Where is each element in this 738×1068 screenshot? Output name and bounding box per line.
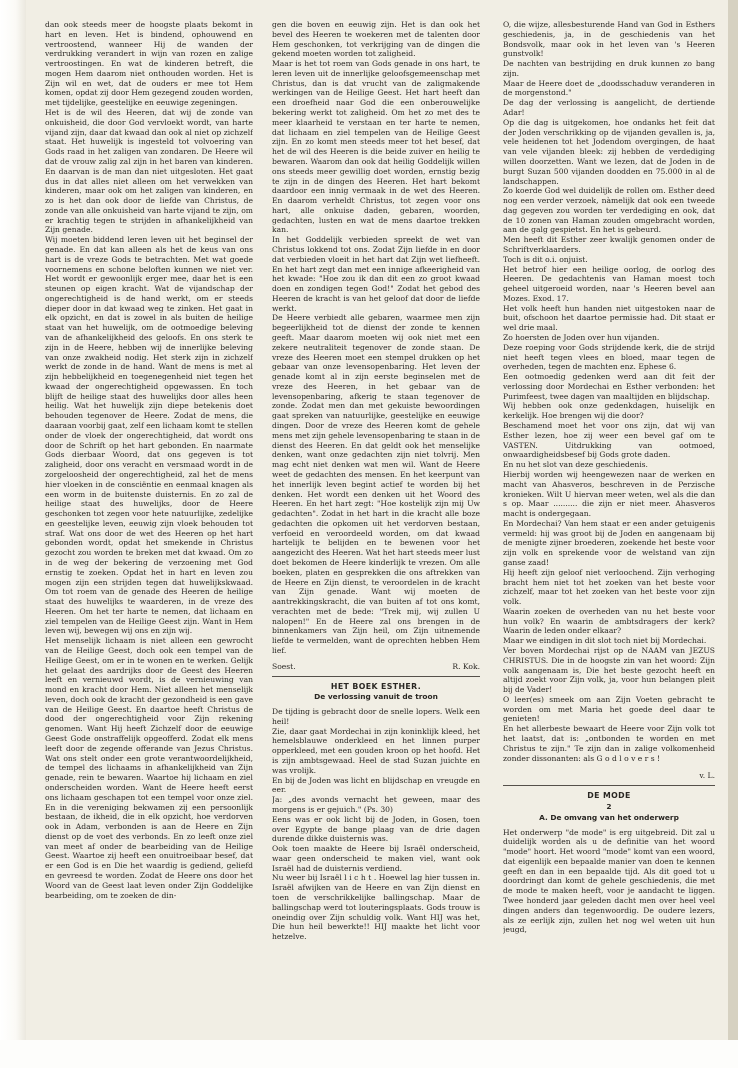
paragraph: Hierbij worden wij heengewezen naar de werken en macht van Ahasveros, beschreven in de Perzische kronieken. Wilt U hiervan meer weten, wel als die dan s op. Maar .......... die zijn er niet meer. Ahasveros macht is ondergegaan. [503,469,715,519]
paragraph: Het volk heeft hun handen niet uitgestoken naar de buit, ofschoon het daartoe permissie had. Dit staat er wel drie maal. [503,303,715,333]
paragraph: Ja: „des avonds vernacht het geween, maar des morgens is er gejuich." (Ps. 30) [272,795,480,814]
paragraph: Hij heeft zijn geloof niet verloochend. Zijn verhoging bracht hem niet tot het zoeken van het beste voor zichzelf, maar tot het zoeken van het beste voor zijn volk. [503,567,715,607]
article-signature: v. L. [699,771,715,781]
page-binding-margin [0,0,26,1068]
article-title: HET BOEK ESTHER. [330,681,422,691]
paragraph: Zo hoersten de Joden over hun vijanden. [503,333,660,342]
paragraph: Wij moeten biddend leren leven uit het beginsel der genade. En dat kan alleen als het de keus van ons hart is de vreze Gods te betrachten. Met wat goede voornemens en schone beloften kunnen we niet ver. Het wordt er gewoonlijk erger mee, daar het is een steunen op eigen kracht. Wat de vijandschap der ongerechtigheid is de hand werkt, om er steeds dieper door in dat kwaad weg te zinken. Het gaat in elk opzicht, en dat is zowel in als buiten de heilige staat van het huwelijk, om de ootmoedige beleving van de afhankelijkheid des geloofs. En ons sterk te zijn in de Heere, hebben wij de innerlijke beleving van onze zwakheid nodig. Het sterk zijn in zichzelf werkt de zonde in de hand. Want de mens is met al zijn hebbelijkheid en toegenegenheid niet tegen het kwaad der ongerechtigheid opgewassen. En toch blijft de heilige staat des huwelijks door alles heen heilig. Wat het huwelijk zijn diepe betekenis doet behouden tegenover de Heere. Zodat de mens, die daaraan voorbij gaat, zelf een lichaam komt te stellen onder de vloek der ongerechtigheid, dat wordt ons door de Schrift op het hart gebonden. En naarmate Gods dierbaar Woord, dat ons gegeven is tot zaligheid, door ons veracht en versmaad wordt in de zorgeloosheid der ongerechtigheid, zal het de mens hier vloeken in de consciëntie en eenmaal knagen als een worm in de buitenste duisternis. En zo zal de heilige staat des huwelijks, door de Heere geschonken tot zegen voor hete natuurlijke, zedelijke en geestelijke leven, eeuwig zijn vloek behouden tot straf. Wat ons door de wet des Heeren op het hart gebonden wordt, opdat het smekende in Christus gezocht zou worden te breken met dat kwaad. Om zo in de weg der bekering de verzoening met God ernstig te zoeken. Opdat het in hart en leven zou mogen zijn een strijden tegen dat huwelijkskwaad. Om tot roem van de genade des Heeren de heilige staat des huwelijks te waarderen, in de vreze des Heeren. Om het ter harte te nemen, dat lichaam en ziel tempelen van de Heilige Geest zijn. Want in Hem leven wij, bewegen wij ons en zijn wij. [45,235,253,636]
paragraph: Het menselijk lichaam is niet alleen een gewrocht van de Heilige Geest, doch ook een tempel van de Heilige Geest, om er in te wonen en te werken. Gelijk het gelaat des aardrijks door de Geest des Heeren leeft en vernieuwd wordt, is de vernieuwing van mond en kracht door Hem. Niet alleen het menselijk leven, doch ook de kracht der gezondheid is een gave van de Heilige Geest. En daartoe heeft Christus de dood der ongerechtigheid voor Zijn rekening genomen. Want Hij heeft Zichzelf door de eeuwige Geest Gode onstraffelijk opgeofferd. Zodat elk mens leeft door de zegende offerande van Jezus Christus. Wat ons stelt onder een grote verantwoordelijkheid, de tempel des lichaams in afhankelijkheid van Zijn genade, rein te bewaren. Waartoe hij lichaam en ziel onderscheiden worden. Want de Heere heeft eerst ons lichaam geschapen tot een tempel voor onze ziel. En in die vereniging bekwamen zij een persoonlijk bestaan, de ikheid, die in elk opzicht, hoe verdorven ook in Adam, verbonden is aan de Heere en Zijn dienst op de voet des verbonds. En zo leeft onze ziel van meet af onder de bearbeiding van de Heilige Geest. Waartoe zij heeft een onuitroeibaar besef, dat er een God is en Die het waardig is gediend, geliefd en gevreesd te worden. Zodat de Heere ons door het Woord van de Geest laat leven onder Zijn Goddelijke bearbeiding, om te zoeken de din- [45,636,253,900]
paragraph: Nu weer bij Israël l i c h t . Hoewel lag hier tussen in. Israël afwijken van de Heere en van Zijn dienst en toen de verschrikkelijke ballingschap. Maar de ballingschap werd tot louteringsplaats. Gods trouw is oneindig over Zijn schuldig volk. Want HIJ was het, Die hun heil bewerkte!! HIJ maakte het licht voor hetzelve. [272,873,480,942]
paragraph: O, die wijze, allesbesturende Hand van God in Esthers geschiedenis, ja, in de geschiedenis van het Bondsvolk, maar ook in het leven van 's Heeren gunstvolk! [503,20,715,59]
section-number: 2 [606,801,612,811]
signature-place: Soest. [272,661,296,671]
paragraph: Eens was er ook licht bij de Joden, in Gosen, toen over Egypte de bange plaag van de drie dagen durende dikke duisternis was. [272,814,480,844]
paragraph: Ver boven Mordechai rijst op de NAAM van JEZUS CHRISTUS. Die in de hoogste zin van het woord: Zijn volk aangenaam is, Die het beste gezocht heeft en altijd zoekt voor Zijn volk, ja, voor hun belangen pleit bij de Vader! [503,646,715,695]
paragraph: Het betrof hier een heilige oorlog, de oorlog des Heeren. De gedachtenis van Haman moest toch geheel uitgeroeid worden, naar 's Heeren bevel aan Mozes. Exod. 17. [503,264,715,303]
paragraph: Toch is dit o.i. onjuist. [503,254,588,264]
signature-author: R. Kok. [452,661,480,671]
paragraph: Zie, daar gaat Mordechai in zijn koninklijk kleed, het hemelsblauwe onderkleed en het linnen purper opperkleed, met een gouden kroon op het hoofd. Het is zijn ambtsgewaad. Heel de stad Suzan juichte en was vrolijk. [272,726,480,775]
section-title: DE MODE [587,791,631,801]
text-column-2 [272,20,480,1032]
paragraph: De dag der verlossing is aangelicht, de dertiende Adar! [503,98,715,118]
paragraph: En nu het slot van deze geschiedenis. [503,460,648,470]
paragraph: En het allerbeste bewaart de Heere voor Zijn volk tot het laatst, dat is: „ontbonden te worden en met Christus te zijn." Te zijn dan in zalige volkomenheid zonder dissonanten: als G o d l o v e r s ! [503,724,715,763]
paragraph: Ook toen maakte de Heere bij Israël onderscheid, waar geen onderscheid te maken viel, want ook Israël had de duisternis verdiend. [272,844,480,873]
paragraph: Zo koerde God wel duidelijk de rollen om. Esther deed nog een verder verzoek, nàmelijk dat ook een tweede dag gegeven zou worden ter verdediging en ook, dat de 10 zonen van Haman zouden omgebracht worden, aan de galg gespietst. En het is gebeurd. [503,186,715,235]
section-subtitle: A. De omvang van het onderwerp [539,812,679,822]
paragraph: De nachten van bestrijding en druk kunnen zo bang zijn. [503,59,715,78]
paragraph: En bij de Joden was licht en blijdschap en vreugde en eer. [272,775,480,795]
text-column-3 [503,20,715,1032]
page-bottom-margin [0,1040,738,1068]
paragraph: En Mordechai? Van hem staat er een ander getuigenis vermeld: hij was groot bij de Joden en aangenaam bij de menigte zijner broederen, zoekende het beste voor zijn volk en sprekende voor de welstand van zijn ganse zaad! [503,518,715,567]
paragraph: dan ook steeds meer de hoogste plaats bekomt in hart en leven. Het is bindend, ophouwend en vertroostend, wanneer Hij de wanden der verdrukking verandert in wijn van rozen en zalige vertroostingen. En wat de kinderen betreft, die mogen Hem daarom niet onthouden worden. Het is Zijn wil en wet, dat de ouders er mee tot Hem komen, opdat zij door Hem gezegend zouden worden, met tijdelijke, geestelijke en eeuwige zegeningen. [45,20,253,108]
paragraph: Maar is het tot roem van Gods genade in ons hart, te leren leven uit de innerlijke geloofsgemeenschap met Christus, dan is dat vrucht van de zaligmakende werkingen van de Heilige Geest. Het hart heeft dan een droefheid naar God die een onberouwelijke bekering werkt tot zaligheid. Om het zo met des te meer klaarheid te verstaan en ter harte te nemen, dat lichaam en ziel tempelen van de Heilige Geest zijn. En zo komt men steeds meer tot het besef, dat het de wil des Heeren is die beide zuiver en heilig te bewaren. Waarom dan ook dat heilig Goddelijk willen ons steeds meer gewillig doet worden, ernstig bezig te zijn in de dingen des Heeren. Het hart bekomt daardoor een innig vermaak in de wet des Heeren. En daarom verheldt Christus, tot zegen voor ons hart, alle onkuise daden, gebaren, woorden, gedachten, lusten en wat de mens daartoe trekken kan. [272,59,480,235]
paragraph: O leer(es) smeek om aan Zijn Voeten gebracht te worden om met Maria het goede deel daar te genieten! [503,694,715,724]
paragraph: De tijding is gebracht door de snelle lopers. Welk een heil! [272,707,480,726]
paragraph: Maar de Heere doet de „doodsschaduw veranderen in de morgenstond." [503,78,715,98]
paragraph: De Heere verbiedt alle gebaren, waarmee men zijn begeerlijkheid tot de dienst der zonde te kennen geeft. Maar daarom moeten wij ook niet met een zekere neutraliteit tegenover de zonde staan. De vreze des Heeren moet een stempel drukken op het gebaar van onze levensopenbaring. Het leven der genade komt al in zijn eerste beginselen met de vreze des Heeren, in het gebaar van de levensopenbaring, afkerig te staan tegenover de zonde. Zodat men dan met gekuiste bewoordingen gaat spreken van natuurlijke, geestelijke en eeuwige dingen. Door de vreze des Heeren komt de gehele mens met zijn gehele levensopenbaring te staan in de dienst des Heeren. En dat geldt ook het menselijke denken, want onze gedachten zijn niet tolvrij. Men mag echt niet denken wat men wil. Want de Heere weet de gedachten des mensen. En het keerpunt van het innerlijk leven begint actief te worden bij het denken. Het wordt een denken uit het Woord des Heeren. En het hart zegt: "Hoe kostelijk zijn mij Uw gedachten". Zodat in het hart in die kracht alle boze gedachten die opkomen uit het verdorven bestaan, verfoeid en veroordeeld worden, om dat kwaad hartelijk te belijden en te bewenen voor het aangezicht des Heeren. Wat het hart steeds meer lust doet bekomen de Heere kinderlijk te vrezen. Om alle boeken, platen en gesprekken die ons aftrekken van de Heere en Zijn dienst, te veroordelen in de kracht van Zijn genade. Want wij moeten de aantrekkingskracht, die van buiten af tot ons komt, verachten met de bede: "Trek mij, wij zullen U nalopen!" En de Heere zal ons brengen in de binnenkamers van Zijn heil, om Zijn uitnemende liefde te vermelden, want de oprechten hebben Hem lief. [272,313,480,655]
paragraph: Deze roeping voor Gods strijdende kerk, die de strijd niet heeft tegen vlees en bloed, maar tegen de overheden, tegen de machten enz. Ephese 6. [503,342,715,372]
paragraph: Waarin zoeken de overheden van nu het beste voor hun volk? En waarin de ambtsdragers der kerk? Waarin de leden onder elkaar? [503,606,715,636]
paragraph: Op die dag is uitgekomen, hoe ondanks het feit dat der Joden verschrikking op de vijanden gevallen is, ja, vele heidenen tot het Jodendom overgingen, de haat van vele vijanden bleek: zij hebben de verdediging willen doorzetten. Want we lezen, dat de Joden in de burgt Suzan 500 vijanden doodden en 75.000 in al de landschappen. [503,117,715,186]
paragraph: Wij hebben ook onze gedenkdagen, huiselijk en kerkelijk. Hoe brengen wij die door? [503,401,715,421]
article-subtitle: De verlossing vanuit de troon [314,692,438,702]
paragraph: gen die boven en eeuwig zijn. Het is dan ook het bevel des Heeren te woekeren met de talenten door Hem geschonken, tot verkrijging van de dingen die gekend moeten worden tot zaligheid. [272,20,480,59]
article-signature [272,662,480,672]
paragraph: Beschamend moet het voor ons zijn, dat wij van Esther lezen, hoe zij weer een bevel gaf om te VASTEN. Uitdrukking van ootmoed, onwaardigheidsbesef bij Gods grote daden. [503,421,715,460]
page-right-edge [728,0,738,1040]
paragraph: Men heeft dit Esther zeer kwalijk genomen onder de Schriftverklaarders. [503,235,715,254]
paragraph: Het is de wil des Heeren, dat wij de zonde van onkuisheid, die door God vervloekt wordt, van harte vijand zijn, daar dat kwaad dan ook al niet op zichzelf staat. Het huwelijk is ingesteld tot volvoering van Gods raad in het zaligen van zondaren. De Heere wil dat de vrouw zalig zal zijn in het baren van kinderen. En daarvan is de man dan niet uitgesloten. Het gaat dus in dat alles niet alleen om het verwekken van kinderen, maar ook om het zaligen van kinderen, en zo is het dan ook door de liefde van Christus, de zonde van alle onkuisheid van harte vijand te zijn, om er krachtig tegen te strijden in afhankelijkheid van Zijn genade. [45,108,253,235]
paragraph: Het onderwerp "de mode" is erg uitgebreid. Dit zal u duidelijk worden als u de definitie van het woord "mode" hoort. Het woord "mode" komt van een woord, dat eigenlijk een bepaalde manier van doen te kennen geeft en dan in een bepaalde tijd. Als dit goed tot u doordringt dan komt de gehele geschiedenis, die met de mode te maken heeft, voor je aandacht te liggen. Twee honderd jaar geleden dacht men over heel veel dingen anders dan tegenwoordig. De oudere lezers, als ze eerlijk zijn, zullen het nog wel weten uit hun jeugd, [503,827,715,935]
section-divider [503,785,715,786]
paragraph: In het Goddelijk verbieden spreekt de wet van Christus lokkend tot ons. Zodat Zijn liefde in en door dat verbieden vloeit in het hart dat Zijn wet liefheeft. En het hart zegt dan met een innige afkeerigheid van het kwade: "Hoe zou ik dan dit een zo groot kwaad doen en zondigen tegen God!" Zodat het gebod des Heeren de kracht is van het geloof dat door de liefde werkt. [272,235,480,313]
text-column-1 [45,20,253,1032]
paragraph: Maar we eindigen in dit slot toch niet bij Mordechai. [503,636,707,646]
section-divider [272,676,480,677]
paragraph: Een ootmoedig gedenken werd aan dit feit der verlossing door Mordechai en Esther verbonden: het Purimfeest, twee dagen van maaltijden en blijdschap. [503,372,715,401]
